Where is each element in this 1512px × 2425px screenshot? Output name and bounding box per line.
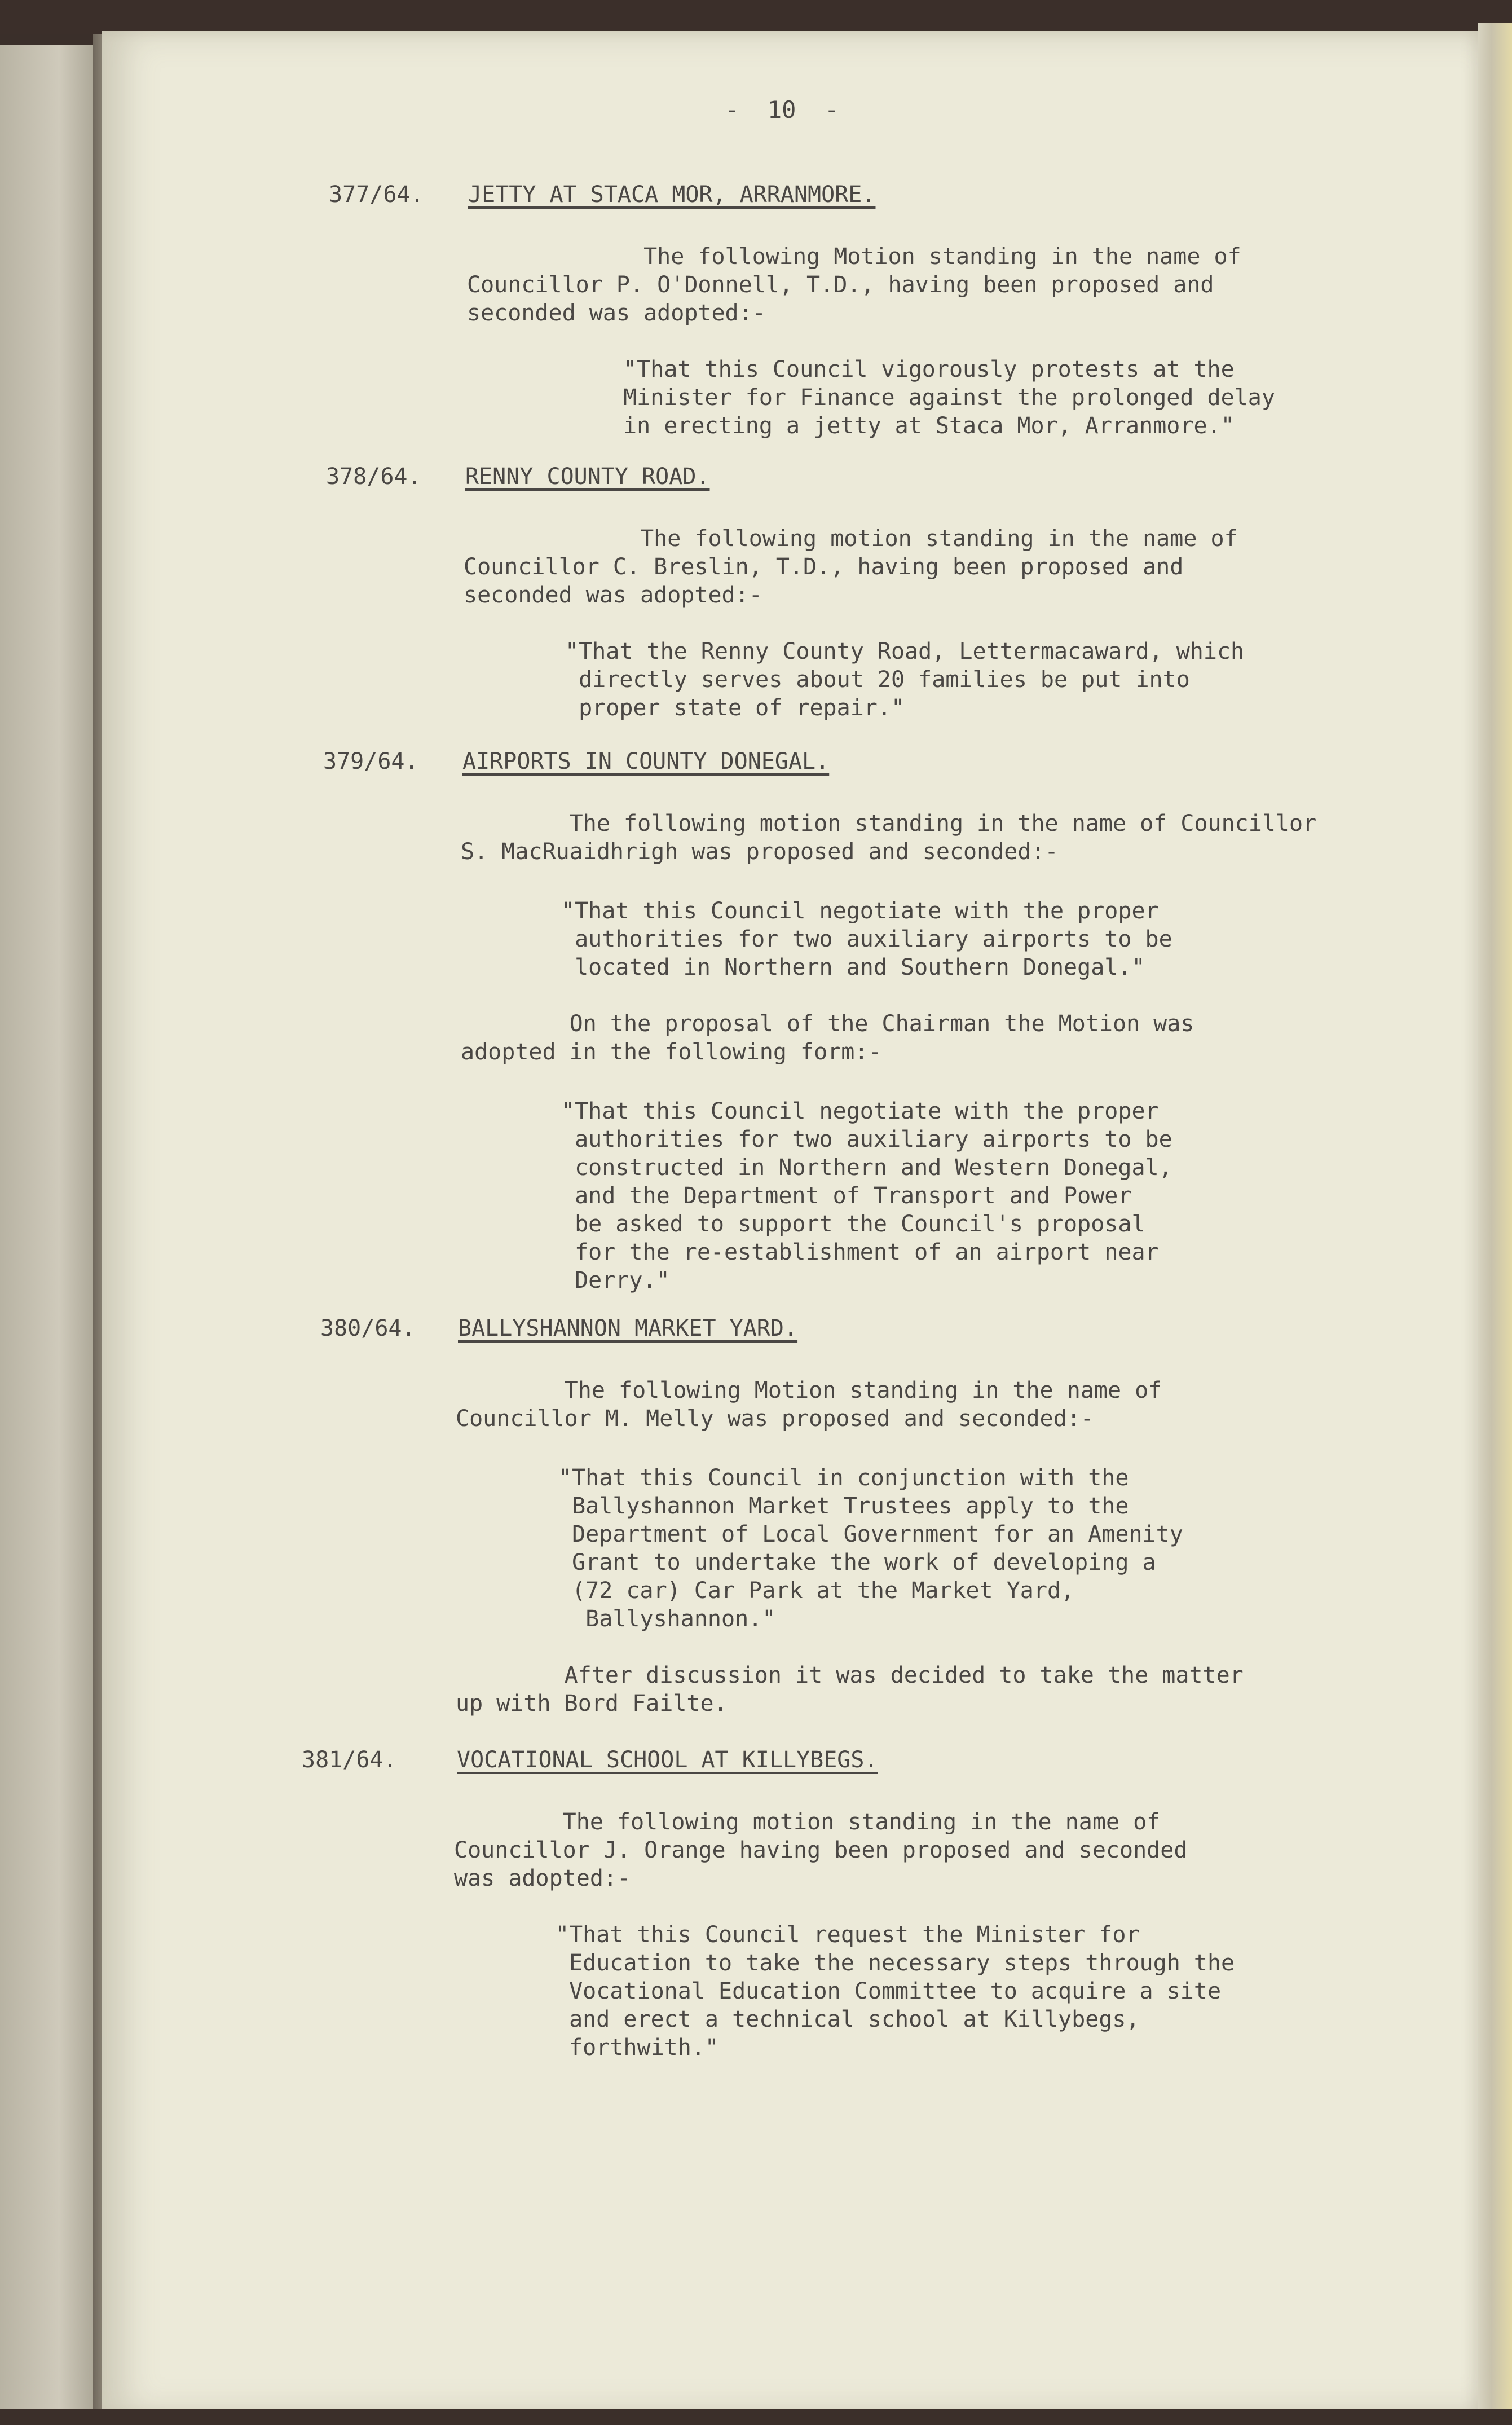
page-stack-edge [1478,23,1512,2425]
item-heading: JETTY AT STACA MOR, ARRANMORE. [468,182,876,208]
item-quote: "That this Council vigorously protests at the Minister for Finance against the prolonged delay in erecting a jetty at Staca Mor, Arranmore." [623,357,1275,439]
page-number: - 10 - [725,96,839,124]
item-heading: VOCATIONAL SCHOOL AT KILLYBEGS. [457,1747,878,1773]
item-heading: BALLYSHANNON MARKET YARD. [458,1315,798,1341]
item-number: 380/64. [320,1315,416,1341]
scan-top-border [0,0,1512,34]
item-quote-amended: "That this Council negotiate with the proper authorities for two auxiliary airports to be constructed in Northern and Western Donegal, and the Department of Transport and Power be asked to support the Council's proposal for the re-establishment of an airport near Derry." [561,1098,1172,1293]
item-quote: "That this Council in conjunction with the Ballyshannon Market Trustees apply to the Department of Local Government for an Amenity Grant to undertake the work of developing a (72 car) Car Park at the Market Yard, Ballyshannon." [558,1465,1183,1632]
item-intro: The following motion standing in the name of Councillor S. MacRuaidhrigh was proposed and seconded:- [461,811,1317,865]
item-quote: "That this Council negotiate with the proper authorities for two auxiliary airports to be located in Northern and Southern Donegal." [561,898,1172,980]
item-number: 381/64. [302,1747,397,1773]
scan-bottom-border [0,2409,1512,2425]
item-intro: The following motion standing in the name of Councillor J. Orange having been proposed and seconded was adopted:- [454,1809,1188,1891]
item-number: 378/64. [326,464,421,490]
item-outcome: After discussion it was decided to take the matter up with Bord Failte. [456,1662,1244,1717]
item-intro: The following motion standing in the name of Councillor C. Breslin, T.D., having been proposed and seconded was adopted:- [464,526,1238,608]
item-proposal: On the proposal of the Chairman the Motion was adopted in the following form:- [461,1011,1194,1065]
item-quote: "That this Council request the Minister for Education to take the necessary steps through the Vocational Education Committee to acquire a site and erect a technical school at Killybegs, forthwith." [556,1922,1235,2061]
item-heading: AIRPORTS IN COUNTY DONEGAL. [462,749,830,774]
item-quote: "That the Renny County Road, Lettermacaward, which directly serves about 20 families be put into proper state of repair." [565,639,1245,721]
facing-page-edge [0,45,99,2425]
item-heading: RENNY COUNTY ROAD. [465,464,710,490]
item-number: 377/64. [329,182,424,208]
item-intro: The following Motion standing in the name of Councillor P. O'Donnell, T.D., having been proposed and seconded was adopted:- [467,244,1241,326]
item-intro: The following Motion standing in the name of Councillor M. Melly was proposed and seconded:- [456,1377,1162,1432]
item-number: 379/64. [323,749,418,774]
